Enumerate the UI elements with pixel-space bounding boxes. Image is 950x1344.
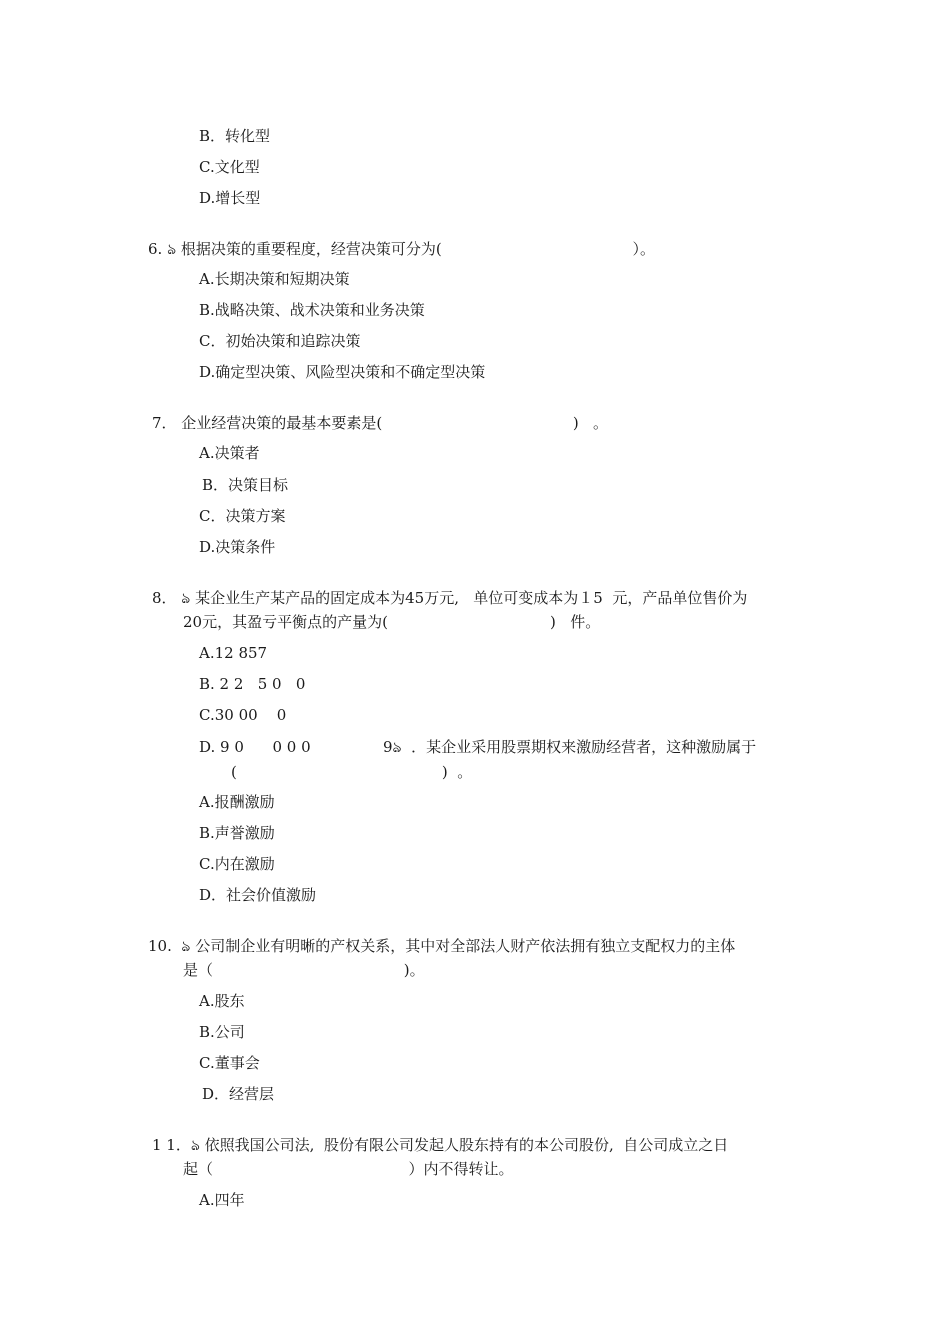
q10-option-b: B.公司 bbox=[199, 1023, 245, 1041]
q7-option-d: D.决策条件 bbox=[199, 538, 276, 556]
q5-option-c: C.文化型 bbox=[199, 158, 260, 176]
q10-stem-line-1: 10. ঌ 公司制企业有明晰的产权关系，其中对全部法人财产依法拥有独立支配权力的主体 bbox=[148, 937, 736, 955]
q7-option-a: A.决策者 bbox=[199, 444, 260, 462]
q9-option-d: D．社会价值激励 bbox=[199, 886, 317, 904]
q11-stem-line-1: 1 1．ঌ 依照我国公司法, 股份有限公司发起人股东持有的本公司股份, 自公司成立之日 bbox=[152, 1136, 729, 1154]
q6-stem: 6. ঌ 根据决策的重要程度，经营决策可分为( ）。 bbox=[148, 240, 655, 258]
q9-stem-line-2: ( ) 。 bbox=[231, 763, 473, 781]
q8-option-c: C.30 00 0 bbox=[199, 706, 287, 724]
q7-option-c: C．决策方案 bbox=[199, 507, 286, 525]
q5-option-b: B．转化型 bbox=[199, 127, 271, 145]
q10-stem-line-2: 是（ )。 bbox=[183, 961, 425, 979]
q9-option-c: C.内在激励 bbox=[199, 855, 275, 873]
q8-option-a: A.12 857 bbox=[199, 644, 268, 662]
q6-option-b: B.战略决策、战术决策和业务决策 bbox=[199, 301, 425, 319]
q8-option-d: D. 9 0 0 0 0 bbox=[199, 738, 311, 756]
q11-option-a: A.四年 bbox=[199, 1191, 245, 1209]
q6-option-d: D.确定型决策、风险型决策和不确定型决策 bbox=[199, 363, 486, 381]
q10-option-d: D．经营层 bbox=[202, 1085, 275, 1103]
q9-stem-line-1: 9ঌ ．某企业采用股票期权来激励经营者，这种激励属于 bbox=[383, 738, 757, 756]
q6-option-a: A.长期决策和短期决策 bbox=[199, 270, 350, 288]
q10-option-c: C.董事会 bbox=[199, 1054, 260, 1072]
q10-option-a: A.股东 bbox=[199, 992, 245, 1010]
q9-option-a: A.报酬激励 bbox=[199, 793, 275, 811]
q7-option-b: B．决策目标 bbox=[202, 476, 289, 494]
q8-stem-line-2: 20元，其盈亏平衡点的产量为( ) 件。 bbox=[183, 613, 601, 631]
q8-stem-line-1: 8． ঌ 某企业生产某产品的固定成本为45万元, 单位可变成本为１5 元，产品单位售价为 bbox=[152, 589, 748, 607]
q8-option-b: B. 2 2 5 0 0 bbox=[199, 675, 306, 693]
q7-stem: 7． 企业经营决策的最基本要素是( ) 。 bbox=[152, 414, 609, 432]
q6-option-c: C．初始决策和追踪决策 bbox=[199, 332, 361, 350]
q9-option-b: B.声誉激励 bbox=[199, 824, 275, 842]
q5-option-d: D.增长型 bbox=[199, 189, 261, 207]
q11-stem-line-2: 起（ ）内不得转让。 bbox=[183, 1160, 514, 1178]
